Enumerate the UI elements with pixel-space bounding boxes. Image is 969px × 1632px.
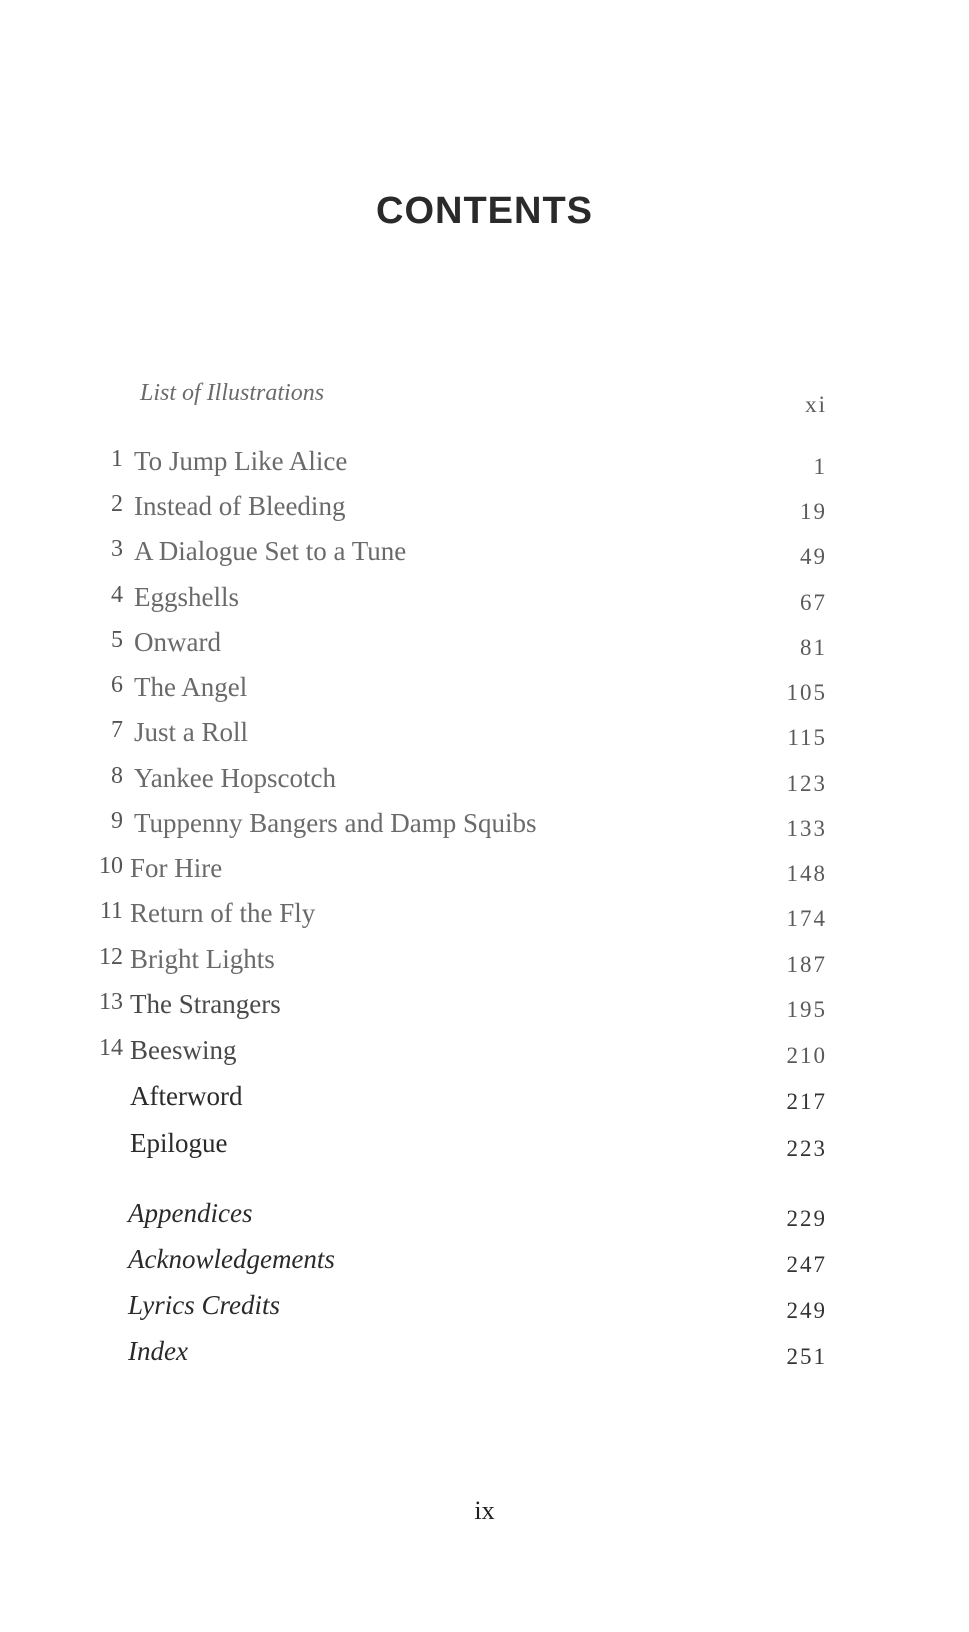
entry-page: 19 xyxy=(800,499,827,524)
chapter-number: 10 xyxy=(99,853,123,879)
entry-page: 49 xyxy=(800,544,827,569)
entry-title: Afterword xyxy=(130,1081,243,1111)
entry-title: For Hire xyxy=(130,853,223,883)
toc-entry-chapter-6[interactable] xyxy=(0,672,969,712)
entry-title: Lyrics Credits xyxy=(128,1290,280,1320)
chapter-number: 12 xyxy=(99,944,123,970)
toc-entry-chapter-7[interactable] xyxy=(0,717,969,757)
toc-entry-front-matter[interactable] xyxy=(0,380,969,420)
toc-entry-epilogue[interactable] xyxy=(0,1128,969,1168)
entry-title: Eggshells xyxy=(134,582,239,612)
chapter-number: 7 xyxy=(111,717,123,743)
toc-entry-appendices[interactable] xyxy=(0,1198,969,1238)
toc-entry-afterword[interactable] xyxy=(0,1081,969,1121)
entry-page: 229 xyxy=(786,1206,827,1231)
toc-entry-chapter-1[interactable] xyxy=(0,446,969,486)
toc-entry-chapter-13[interactable] xyxy=(0,989,969,1029)
entry-page: 105 xyxy=(786,680,827,705)
entry-title: Tuppenny Bangers and Damp Squibs xyxy=(134,808,537,838)
toc-entry-chapter-8[interactable] xyxy=(0,763,969,803)
entry-title: A Dialogue Set to a Tune xyxy=(134,536,407,566)
entry-title: Just a Roll xyxy=(134,717,249,747)
chapter-number: 2 xyxy=(111,491,123,517)
page-number: ix xyxy=(474,1496,495,1525)
entry-page: 148 xyxy=(786,861,827,886)
toc-entry-chapter-9[interactable] xyxy=(0,808,969,848)
chapter-number: 1 xyxy=(111,446,123,472)
chapter-number: 8 xyxy=(111,763,123,789)
entry-title: List of Illustrations xyxy=(140,380,325,406)
entry-page: 67 xyxy=(800,590,827,615)
toc-entry-index[interactable] xyxy=(0,1336,969,1376)
toc-entry-chapter-14[interactable] xyxy=(0,1035,969,1075)
entry-title: The Strangers xyxy=(130,989,281,1019)
chapter-number: 5 xyxy=(111,627,123,653)
entry-page: 187 xyxy=(786,952,827,977)
entry-title: Bright Lights xyxy=(130,944,275,974)
toc-entry-chapter-12[interactable] xyxy=(0,944,969,984)
toc-entry-chapter-5[interactable] xyxy=(0,627,969,667)
entry-title: Acknowledgements xyxy=(128,1244,335,1274)
entry-page: 123 xyxy=(786,771,827,796)
chapter-number: 14 xyxy=(99,1035,123,1061)
entry-page: xi xyxy=(805,392,827,417)
entry-page: 217 xyxy=(786,1089,827,1114)
chapter-number: 13 xyxy=(99,989,123,1015)
entry-page: 251 xyxy=(786,1344,827,1369)
chapter-number: 6 xyxy=(111,672,123,698)
entry-title: Index xyxy=(128,1336,188,1366)
entry-page: 249 xyxy=(786,1298,827,1323)
entry-page: 1 xyxy=(813,454,827,479)
page-heading: CONTENTS xyxy=(376,190,593,232)
toc-entry-chapter-2[interactable] xyxy=(0,491,969,531)
entry-title: Return of the Fly xyxy=(130,898,316,928)
entry-title: Yankee Hopscotch xyxy=(134,763,336,793)
entry-page: 115 xyxy=(787,725,827,750)
chapter-number: 4 xyxy=(111,582,123,608)
toc-entry-lyrics-credits[interactable] xyxy=(0,1290,969,1330)
entry-title: Appendices xyxy=(128,1198,253,1228)
entry-title: The Angel xyxy=(134,672,248,702)
entry-title: Beeswing xyxy=(130,1035,237,1065)
toc-entry-chapter-3[interactable] xyxy=(0,536,969,576)
toc-entry-chapter-10[interactable] xyxy=(0,853,969,893)
chapter-number: 9 xyxy=(111,808,123,834)
entry-page: 223 xyxy=(786,1136,827,1161)
toc-entry-chapter-4[interactable] xyxy=(0,582,969,622)
entry-page: 174 xyxy=(786,906,827,931)
toc-entry-chapter-11[interactable] xyxy=(0,898,969,938)
entry-page: 81 xyxy=(800,635,827,660)
chapter-number: 11 xyxy=(99,898,123,924)
entry-title: Instead of Bleeding xyxy=(134,491,346,521)
entry-title: To Jump Like Alice xyxy=(134,446,348,476)
entry-page: 133 xyxy=(786,816,827,841)
entry-title: Onward xyxy=(134,627,221,657)
entry-page: 195 xyxy=(786,997,827,1022)
entry-title: Epilogue xyxy=(130,1128,228,1158)
toc-entry-acknowledgements[interactable] xyxy=(0,1244,969,1284)
entry-page: 210 xyxy=(786,1043,827,1068)
entry-page: 247 xyxy=(786,1252,827,1277)
chapter-number: 3 xyxy=(111,536,123,562)
